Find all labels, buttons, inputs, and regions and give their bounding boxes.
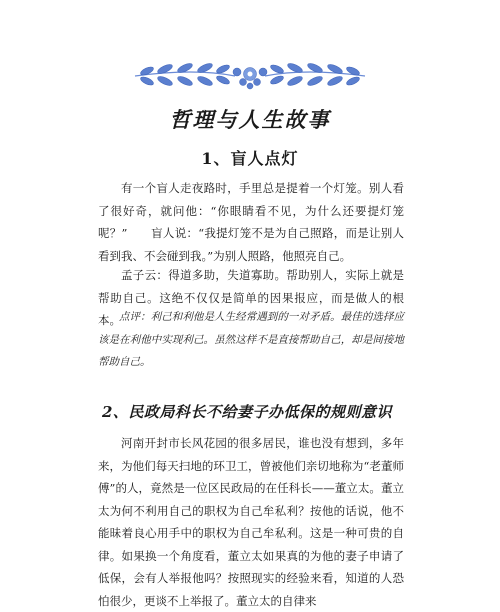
- page-title: 哲理与人生故事: [169, 107, 331, 132]
- section-2-title: 2、民政局科长不给妻子办低保的规则意识: [102, 403, 392, 421]
- section-1-paragraph: 孟子云：得道多助，失道寡助。帮助别人，实际上就是帮助自己。这绝不仅仅是简单的因果报应，而是做人的根本。: [98, 268, 404, 327]
- section-1-commentary: 点评：利己和利他是人生经常遇到的一对矛盾。最佳的选择应该是在利他中实现利己。虽然这样不是直接帮助自己，却是间接地帮助自己。: [98, 311, 404, 368]
- section-1-title: 1、盲人点灯: [201, 149, 299, 168]
- section-1-paragraph: 有一个盲人走夜路时，手里总是提着一个灯笼。别人看了很好奇，就问他：“你眼睛看不见，为什么还要提灯笼呢？” 盲人说：“我提灯笼不是为自己照路，而是让别人看到我、不会碰到我。”为别人照路，他照亮自己。: [98, 181, 404, 263]
- section-2-paragraph: 河南开封市长风花园的很多居民，谁也没有想到，多年来，为他们每天扫地的环卫工，曾被他们亲切地称为“老董师傅”的人，竟然是一位区民政局的在任科长——董立太。董立太为何不利用自己的职权为自己牟私利？按他的话说，他不能昧着良心用手中的职权为自己牟私利。这是一种可贵的自律。如果换一个角度看，董立太如果真的为他的妻子申请了低保，会有人举报他吗？按照现实的经验来看，知道的人恐怕很少，更谈不上举报了。董立太的自律来: [98, 436, 404, 608]
- floral-divider-icon: [125, 58, 375, 94]
